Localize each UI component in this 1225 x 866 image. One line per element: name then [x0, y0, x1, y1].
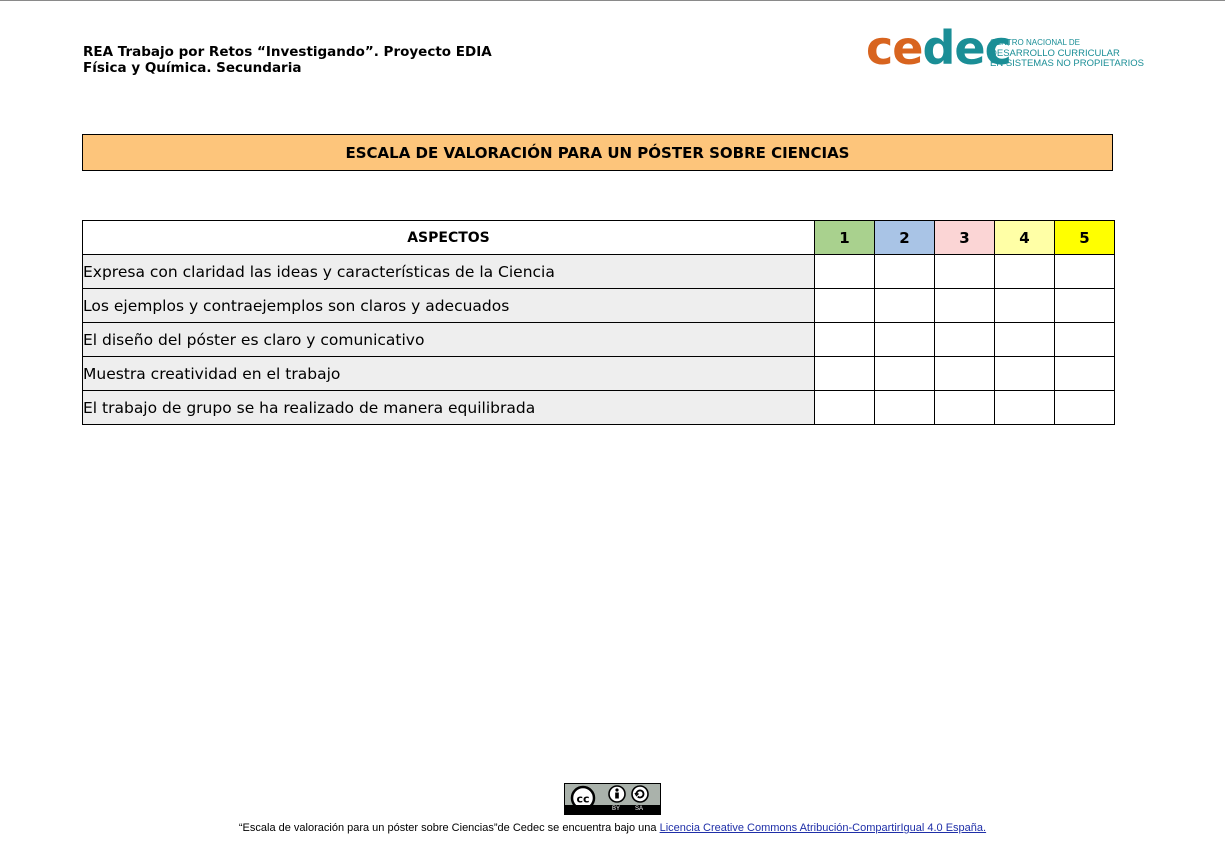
table-row — [83, 323, 1115, 357]
license-footer — [0, 783, 1225, 834]
top-border-line — [0, 0, 1225, 1]
aspect-label: El trabajo de grupo se ha realizado de manera equilibrada — [83, 391, 815, 425]
score-cell-4[interactable] — [995, 289, 1055, 323]
score-cell-5[interactable] — [1055, 323, 1115, 357]
score-cell-3[interactable] — [935, 323, 995, 357]
score-cell-4[interactable] — [995, 255, 1055, 289]
table-row — [83, 391, 1115, 425]
aspect-label: Expresa con claridad las ideas y características de la Ciencia — [83, 255, 815, 289]
cedec-logo-wordmark: cedec — [866, 21, 1011, 75]
score-cell-3[interactable] — [935, 255, 995, 289]
score-cell-1[interactable] — [815, 289, 875, 323]
score-cell-3[interactable] — [935, 391, 995, 425]
score-cell-1[interactable] — [815, 323, 875, 357]
score-cell-2[interactable] — [875, 289, 935, 323]
rubric-title: ESCALA DE VALORACIÓN PARA UN PÓSTER SOBRE CIENCIAS — [82, 134, 1113, 171]
score-cell-2[interactable] — [875, 391, 935, 425]
score-column-header-3: 3 — [935, 221, 995, 255]
score-cell-4[interactable] — [995, 391, 1055, 425]
score-column-header-4: 4 — [995, 221, 1055, 255]
table-row — [83, 289, 1115, 323]
score-cell-2[interactable] — [875, 357, 935, 391]
license-statement: “Escala de valoración para un póster sobre Ciencias”de Cedec se encuentra bajo una Licencia Creative Commons Atribución-CompartirIgual 4.0 España. — [238, 822, 987, 834]
cedec-logo — [866, 21, 1144, 76]
score-cell-1[interactable] — [815, 255, 875, 289]
score-cell-2[interactable] — [875, 323, 935, 357]
header-line-subject: Física y Química. Secundaria — [83, 60, 302, 76]
score-cell-4[interactable] — [995, 357, 1055, 391]
rating-scale-table — [82, 220, 1115, 425]
score-cell-5[interactable] — [1055, 391, 1115, 425]
license-link[interactable]: Licencia Creative Commons Atribución-CompartirIgual 4.0 España. — [659, 822, 987, 834]
svg-text:cc: cc — [576, 792, 590, 806]
aspect-label: El diseño del póster es claro y comunicativo — [83, 323, 815, 357]
score-cell-3[interactable] — [935, 289, 995, 323]
score-cell-5[interactable] — [1055, 255, 1115, 289]
score-cell-3[interactable] — [935, 357, 995, 391]
table-row — [83, 357, 1115, 391]
header-line-project: REA Trabajo por Retos “Investigando”. Proyecto EDIA — [83, 44, 492, 60]
score-cell-5[interactable] — [1055, 289, 1115, 323]
table-row — [83, 255, 1115, 289]
document-header — [83, 44, 492, 76]
cedec-logo-subtitle: CENTRO NACIONAL DE DESARROLLO CURRICULAR EN SISTEMAS NO PROPIETARIOS — [990, 38, 1144, 69]
table-header-row — [83, 221, 1115, 255]
score-cell-1[interactable] — [815, 391, 875, 425]
score-cell-2[interactable] — [875, 255, 935, 289]
score-column-header-5: 5 — [1055, 221, 1115, 255]
aspect-label: Muestra creatividad en el trabajo — [83, 357, 815, 391]
score-column-header-1: 1 — [815, 221, 875, 255]
cc-by-sa-badge[interactable]: cc BY SA — [564, 783, 661, 815]
score-column-header-2: 2 — [875, 221, 935, 255]
score-cell-5[interactable] — [1055, 357, 1115, 391]
score-cell-4[interactable] — [995, 323, 1055, 357]
aspect-label: Los ejemplos y contraejemplos son claros y adecuados — [83, 289, 815, 323]
table-body — [83, 255, 1115, 425]
aspects-column-header: ASPECTOS — [83, 221, 815, 255]
score-cell-1[interactable] — [815, 357, 875, 391]
